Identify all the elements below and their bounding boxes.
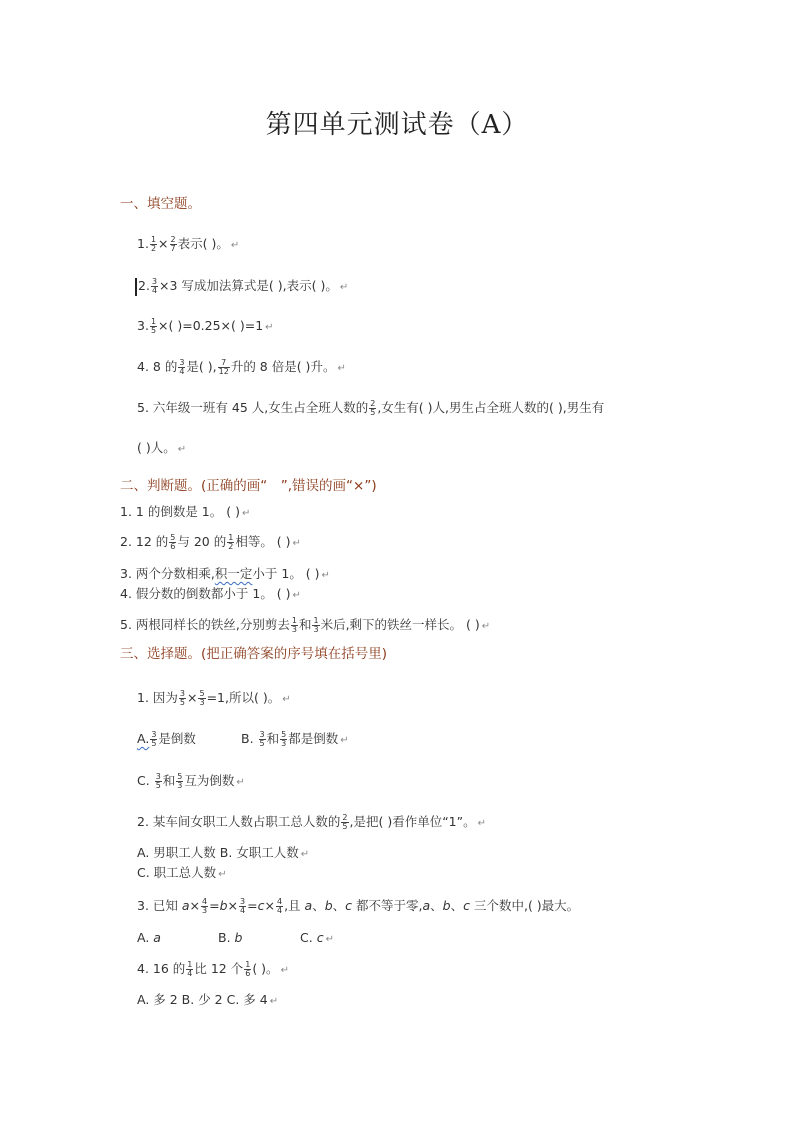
question-2-5: 5. 两根同样长的铁丝,分别剪去 $\frac{1}{3}$ 和 $\frac{1}{3}$ 米后,剩下的铁丝一样长。 ( ) ↵ (120, 616, 491, 634)
return-mark: ↵ (230, 240, 240, 251)
return-mark: ↵ (269, 996, 279, 1007)
fraction: $\frac{1}{2}$ (228, 533, 234, 551)
return-mark: ↵ (300, 849, 310, 860)
fraction: $\frac{3}{4}$ (179, 358, 185, 376)
question-3-2-options-ab: A. 男职工人数 B. 女职工人数 ↵ (137, 845, 310, 860)
return-mark: ↵ (292, 538, 301, 549)
fraction: $\frac{1}{3}$ (291, 616, 297, 634)
question-2-1: 1. 1 的倒数是 1。 ( ) ↵ (120, 504, 251, 519)
return-mark: ↵ (325, 934, 334, 945)
fraction: $\frac{4}{3}$ (202, 897, 208, 915)
question-3-3: 3. 已知 a× $\frac{4}{3}$ =b× $\frac{3}{4}$ =c× $\frac{4}{4}$ ,且 a、b、c 都不等于零,a、b、c 三个数中,( )最大。 (137, 897, 580, 915)
fraction: $\frac{5}{3}$ (281, 730, 287, 748)
page-title: 第四单元测试卷（A） (265, 110, 529, 140)
question-2-3: 3. 两个分数相乘,积一定小于 1。 ( ) ↵ (120, 566, 330, 581)
section-heading-multiple-choice: 三、选择题。(把正确答案的序号填在括号里) (120, 646, 388, 662)
question-3-4: 4. 16 的 $\frac{1}{4}$ 比 12 个 $\frac{1}{6}$ ( )。 ↵ (137, 960, 289, 978)
question-3-1-option-c: C. $\frac{3}{5}$ 和 $\frac{5}{3}$ 互为倒数 ↵ (137, 772, 245, 790)
return-mark: ↵ (218, 869, 227, 880)
question-1-3: 3. $\frac{1}{5}$ ×( )=0.25×( )=1 ↵ (137, 317, 274, 335)
fraction: $\frac{2}{7}$ (170, 235, 176, 253)
fraction: $\frac{1}{6}$ (245, 960, 251, 978)
return-mark: ↵ (481, 621, 491, 632)
question-1-5: 5. 六年级一班有 45 人,女生占全班人数的 $\frac{2}{5}$ ,女生有( )人,男生占全班人数的( ),男生有 (137, 399, 605, 417)
question-3-1: 1. 因为 $\frac{3}{5}$ × $\frac{5}{3}$ =1,所以( )。 ↵ (137, 689, 291, 707)
fraction: $\frac{5}{3}$ (199, 689, 205, 707)
question-3-3-option-c: C. c ↵ (300, 930, 334, 945)
return-mark: ↵ (337, 363, 346, 374)
return-mark: ↵ (241, 508, 251, 519)
fraction: $\frac{1}{5}$ (150, 317, 157, 335)
question-3-4-options: A. 多 2 B. 少 2 C. 多 4 ↵ (137, 992, 279, 1007)
fraction: $\frac{3}{5}$ (151, 730, 157, 748)
fraction: $\frac{2}{5}$ (342, 813, 348, 831)
return-mark: ↵ (340, 735, 349, 746)
return-mark: ↵ (321, 570, 330, 581)
return-mark: ↵ (280, 965, 289, 976)
fraction: $\frac{5}{6}$ (170, 533, 176, 551)
fraction: $\frac{5}{3}$ (177, 772, 183, 790)
question-2-4: 4. 假分数的倒数都小于 1。 ( ) ↵ (120, 586, 301, 601)
section-heading-fill-in: 一、填空题。 (120, 196, 201, 212)
question-3-3-option-a: A. a (137, 930, 161, 945)
return-mark: ↵ (292, 590, 301, 601)
fraction: $\frac{7}{12}$ (218, 358, 229, 376)
return-mark: ↵ (265, 322, 274, 333)
fraction: $\frac{3}{4}$ (240, 897, 246, 915)
fraction: $\frac{3}{4}$ (151, 277, 158, 295)
return-mark: ↵ (339, 282, 349, 293)
grammar-underline: 积一定 (214, 566, 253, 581)
question-1-4: 4. 8 的 $\frac{3}{4}$ 是( ), $\frac{7}{12}$ 升的 8 倍是( )升。 ↵ (137, 358, 346, 376)
question-1-1: 1. $\frac{1}{2}$ × $\frac{2}{7}$ 表示( )。 ↵ (137, 235, 240, 253)
return-mark: ↵ (236, 777, 245, 788)
question-3-3-option-b: B. b (218, 930, 243, 945)
fraction: $\frac{3}{5}$ (155, 772, 161, 790)
fraction: $\frac{2}{5}$ (370, 399, 376, 417)
question-3-1-option-a: A. $\frac{3}{5}$ 是倒数 (137, 730, 196, 748)
grammar-underline: A. $\frac{3}{5}$ (137, 730, 157, 748)
fraction: $\frac{3}{5}$ (179, 689, 185, 707)
return-mark: ↵ (282, 694, 291, 705)
fraction: $\frac{1}{4}$ (187, 960, 193, 978)
fraction: $\frac{3}{5}$ (259, 730, 265, 748)
question-1-5-continued: ( )人。 ↵ (137, 440, 187, 455)
fraction: $\frac{1}{3}$ (313, 616, 319, 634)
question-3-1-option-b: B. $\frac{3}{5}$ 和 $\frac{5}{3}$ 都是倒数 ↵ (241, 730, 349, 748)
question-3-2-option-c: C. 职工总人数 ↵ (137, 865, 227, 880)
text-cursor (135, 278, 137, 296)
return-mark: ↵ (477, 818, 486, 829)
fraction: $\frac{1}{2}$ (150, 235, 157, 253)
fraction: $\frac{4}{4}$ (276, 897, 283, 915)
return-mark: ↵ (177, 444, 187, 455)
question-3-2: 2. 某车间女职工人数占职工总人数的 $\frac{2}{5}$ ,是把( )看作单位“1”。 ↵ (137, 813, 486, 831)
section-heading-true-false: 二、判断题。(正确的画“ ”,错误的画“×”) (120, 478, 377, 494)
question-2-2: 2. 12 的 $\frac{5}{6}$ 与 20 的 $\frac{1}{2}$ 相等。 ( ) ↵ (120, 533, 301, 551)
question-1-2: 2. $\frac{3}{4}$ ×3 写成加法算式是( ),表示( )。 ↵ (135, 276, 348, 298)
